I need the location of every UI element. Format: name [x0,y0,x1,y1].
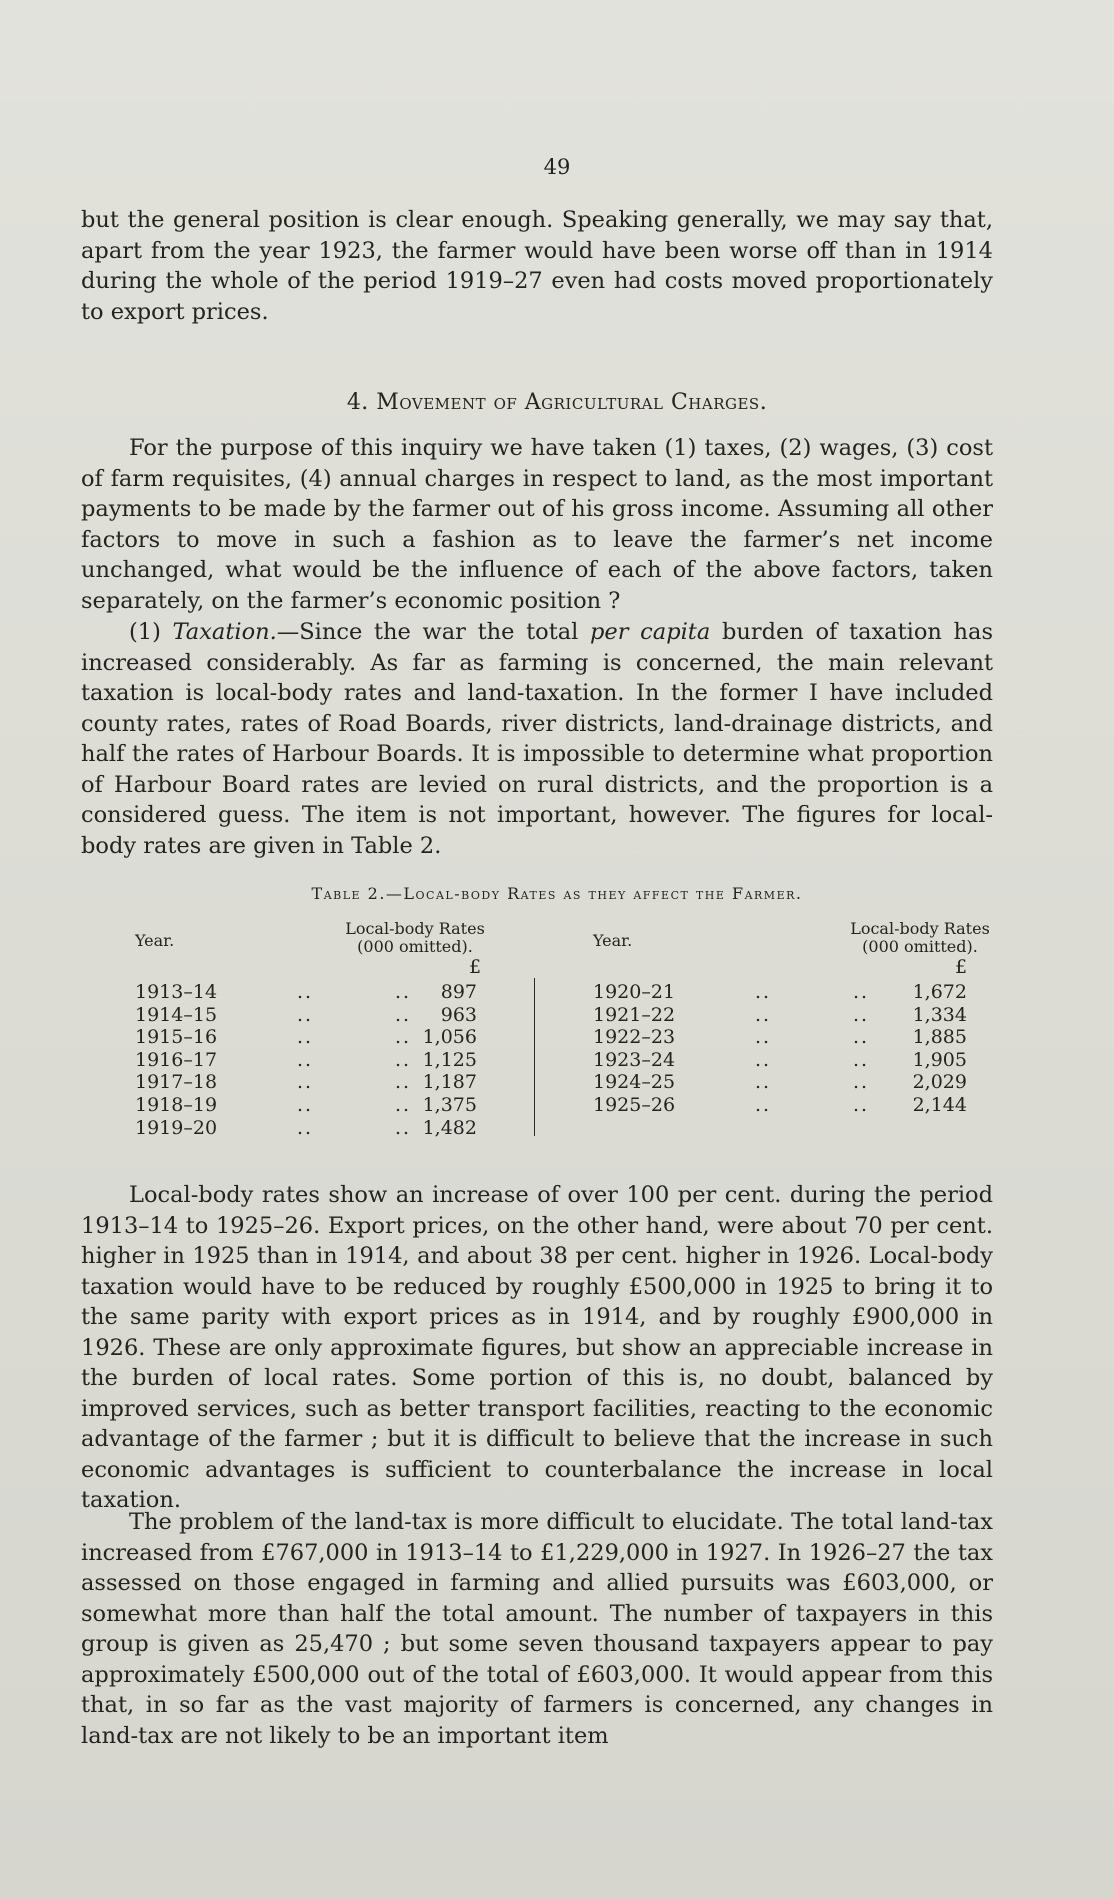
header-rates-left-line2: (000 omitted). [357,937,473,956]
table-year: 1920–21 [593,981,676,1003]
table-year: 1913–14 [135,981,218,1003]
page-number: 49 [543,155,571,179]
table-divider [534,978,535,1136]
table-year: 1919–20 [135,1116,218,1139]
taxation-paragraph-text [81,617,993,861]
header-year-right: Year. [593,931,633,950]
header-rates-right-line1: Local-body Rates [850,919,990,938]
leader-dots: .. [297,1003,314,1026]
table-value: 1,187 [422,1071,477,1094]
leader-dots: .. [755,1048,772,1071]
table-right-row [593,1048,967,1072]
table-left-row [135,1116,477,1140]
taxation-text-1: —Since the war the total [276,619,591,645]
table-title: Table 2.—Local-body Rates as they affect the Farmer. [311,884,803,903]
table-value: 1,905 [912,1048,967,1071]
leader-dots: .. [755,1094,772,1116]
table-right-row [593,1003,967,1027]
leader-dots: .. [853,1094,870,1116]
leader-dots: .. [297,1026,314,1049]
rates-paragraph-text: Local-body rates show an increase of over 100 per cent. during the period 1913–14 to 1925–26. Export prices, on the other hand, were about 70 per cent. higher in 1925 than in 1914, and about 38 per cent. higher in 1926. Local-body taxation would have to be reduced by roughly £500,000 in 1925 to bring it to the same parity with export prices as in 1914, and by roughly £900,000 in 1926. These are only approximate figures, but show an appreciable increase in the burden of local rates. Some portion of this is, no doubt, balanced by improved services, such as better transport facilities, reacting to the economic advantage of the farmer ; but it is difficult to believe that the increase in such economic advantages is sufficient to counterbalance the increase in local taxation. [81,1182,993,1513]
table-value: 2,029 [912,1071,967,1094]
table-right-row [593,1093,967,1117]
leader-dots: .. [297,1071,314,1094]
taxation-paragraph [81,617,993,861]
table-year: 1921–22 [593,1003,676,1026]
leader-dots: .. [853,1026,870,1049]
landtax-paragraph-text: The problem of the land-tax is more difficult to elucidate. The total land-tax increased from £767,000 in 1913–14 to £1,229,000 in 1927. In 1926–27 the tax assessed on those engaged in farming and allied pursuits was £603,000, or somewhat more than half the total amount. The number of taxpayers in this group is given as 25,470 ; but some seven thousand taxpayers appear to pay approximately £500,000 out of the total of £603,000. It would appear from this that, in so far as the vast majority of farmers is concerned, any changes in land-tax are not likely to be an important item [81,1509,993,1749]
leader-dots: .. [297,1094,314,1116]
table-value: 1,375 [422,1094,477,1116]
table-year: 1917–18 [135,1071,218,1094]
table-value: 2,144 [912,1094,967,1116]
leader-dots: .. [853,981,870,1003]
intro-paragraph [81,205,993,327]
taxation-text-2: burden of taxation has increased considerably. As far as farming is concerned, the main relevant taxation is local-body rates and land-taxation. In the former I have included county rates, rates of Road Boards, river districts, land-drainage districts, and half the rates of Harbour Boards. It is impossible to determine what proportion of Harbour Board rates are levied on rural districts, and the proportion is a considered guess. The item is not important, however. The figures for local-body rates are given in Table 2. [81,619,993,859]
purpose-paragraph [81,433,993,616]
intro-paragraph-text: but the general position is clear enough. Speaking generally, we may say that, apart from the year 1923, the farmer would have been worse off than in 1914 during the whole of the period 1919–27 even had costs moved proportionately to export prices. [81,207,993,325]
table-left-row [135,1025,477,1049]
leader-dots: .. [395,1048,412,1071]
leader-dots: .. [755,1071,772,1094]
table-year: 1916–17 [135,1048,218,1071]
table-left-row [135,1048,477,1072]
table-value: 1,672 [912,981,967,1003]
purpose-paragraph-text: For the purpose of this inquiry we have taken (1) taxes, (2) wages, (3) cost of farm requisites, (4) annual charges in respect to land, as the most important payments to be made by the farmer out of his gross income. Assuming all other factors to move in such a fashion as to leave the farmer’s net income unchanged, what would be the influence of each of the above factors, taken separately, on the farmer’s economic position ? [81,435,993,614]
section-heading: 4. Movement of Agricultural Charges. [346,390,768,415]
leader-dots: .. [297,1048,314,1071]
leader-dots: .. [297,981,314,1003]
currency-right: £ [955,956,968,978]
table-right-row [593,1070,967,1094]
leader-dots: .. [755,981,772,1003]
table-value: 897 [440,981,477,1003]
table-left-row [135,1070,477,1094]
leader-dots: .. [395,1071,412,1094]
table-year: 1918–19 [135,1094,218,1116]
leader-dots: .. [853,1071,870,1094]
leader-dots: .. [755,1003,772,1026]
table-value: 1,885 [912,1026,967,1049]
header-rates-right [825,920,1015,956]
table-right-row [593,980,967,1004]
leader-dots: .. [755,1026,772,1049]
leader-dots: .. [853,1048,870,1071]
leader-dots: .. [395,1116,412,1139]
leader-dots: .. [395,1003,412,1026]
header-year-left: Year. [135,931,175,950]
table-year: 1915–16 [135,1026,218,1049]
table-year: 1924–25 [593,1071,676,1094]
table-value: 1,056 [422,1026,477,1049]
table-left-row [135,1093,477,1117]
leader-dots: .. [395,1026,412,1049]
table-year: 1914–15 [135,1003,218,1026]
taxation-per-capita: per capita [590,619,711,645]
leader-dots: .. [297,1116,314,1139]
table-value: 1,334 [912,1003,967,1026]
table-left-row [135,980,477,1004]
currency-left: £ [469,956,482,978]
rates-paragraph [81,1180,993,1516]
header-rates-left [330,920,500,956]
table-year: 1925–26 [593,1094,676,1116]
leader-dots: .. [395,981,412,1003]
table-value: 963 [440,1003,477,1026]
taxation-label: Taxation. [172,619,277,645]
leader-dots: .. [395,1094,412,1116]
table-value: 1,482 [422,1116,477,1139]
table-year: 1922–23 [593,1026,676,1049]
table-year: 1923–24 [593,1048,676,1071]
leader-dots: .. [853,1003,870,1026]
landtax-paragraph [81,1507,993,1751]
table-right-row [593,1025,967,1049]
table-left-row [135,1003,477,1027]
header-rates-left-line1: Local-body Rates [345,919,485,938]
table-value: 1,125 [422,1048,477,1071]
header-rates-right-line2: (000 omitted). [862,937,978,956]
taxation-number: (1) [129,619,173,645]
